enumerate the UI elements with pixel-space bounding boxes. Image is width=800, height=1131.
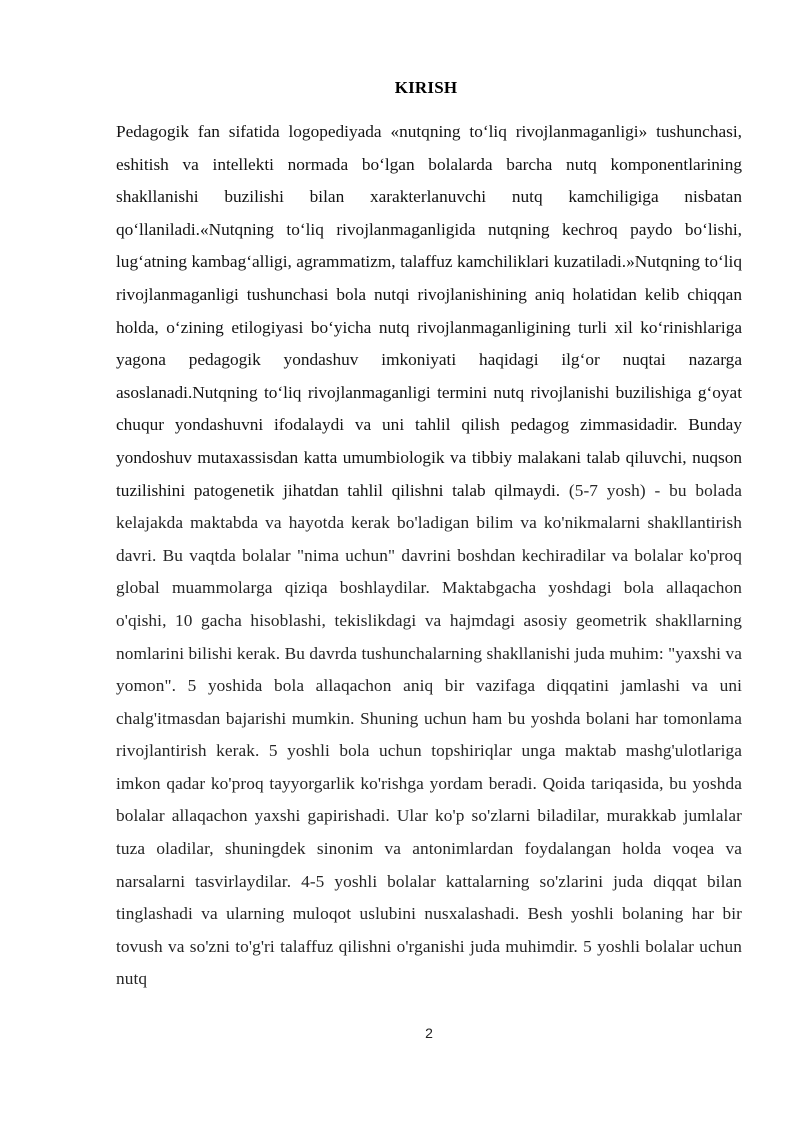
page-number: 2 [425,1025,433,1041]
body-paragraph [116,116,742,996]
paragraph-text [116,116,742,996]
section-heading: KIRISH [394,78,458,97]
paragraph-run-definition: Pedagogik fan sifatida logopediyada «nutqning to‘liq rivojlanmaganligi» tushunchasi, eshitish va intellekti normada bo‘lgan bolalarda barcha nutq komponentlarining shakllanishi buzilishi bilan xarakterlanuvchi nutq kamchiligiga nisbatan qo‘llaniladi.«Nutqning to‘liq rivojlanmaganligida nutqning kechroq paydo bo‘lishi, lug‘atning kambag‘alligi, agrammatizm, talaffuz kamchiliklari kuzatiladi.»Nutqning to‘liq rivojlanmaganligi tushunchasi bola nutqi rivojlanishining aniq holatidan kelib chiqqan holda, o‘zining etilogiyasi bo‘yicha nutq rivojlanmaganligining turli xil ko‘rinishlariga yagona pedagogik yondashuv imkoniyati haqidagi ilg‘or nuqtai nazarga asoslanadi.Nutqning to‘liq rivojlanmaganligi termini nutq rivojlanishi buzilishiga g‘oyat chuqur yondashuvni ifodalaydi va uni tahlil qilish pedagog zimmasidadir. Bunday yondoshuv mutaxassisdan katta umumbiologik va tibbiy malakani talab qiluvchi, nuqson tuzilishini patogenetik jihatdan tahlil qilishni talab qilmaydi. [116,122,742,500]
paragraph-run-age-description: (5-7 yosh) - bu bolada kelajakda maktabda va hayotda kerak bo'ladigan bilim va ko'nikmalarni shakllantirish davri. Bu vaqtda bolalar "nima uchun" davrini boshdan kechiradilar va bolalar ko'proq global muammolarga qiziqa boshlaydilar. Maktabgacha yoshdagi bola allaqachon o'qishi, 10 gacha hisoblashi, tekislikdagi va hajmdagi asosiy geometrik shakllarning nomlarini bilishi kerak. Bu davrda tushunchalarning shakllanishi juda muhim: "yaxshi va yomon". 5 yoshida bola allaqachon aniq bir vazifaga diqqatini jamlashi va uni chalg'itmasdan bajarishi mumkin. Shuning uchun ham bu yoshda bolani har tomonlama rivojlantirish kerak. 5 yoshli bola uchun topshiriqlar unga maktab mashg'ulotlariga imkon qadar ko'proq tayyorgarlik ko'rishga yordam beradi. Qoida tariqasida, bu yoshda bolalar allaqachon yaxshi gapirishadi. Ular ko'p so'zlarni biladilar, murakkab jumlalar tuza oladilar, shuningdek sinonim va antonimlardan foydalangan holda voqea va narsalarni tasvirlaydilar. 4-5 yoshli bolalar kattalarning so'zlarini juda diqqat bilan tinglashadi va ularning muloqot uslubini nusxalashadi. Besh yoshli bolaning har bir tovush va so'zni to'g'ri talaffuz qilishni o'rganishi juda muhimdir. 5 yoshli bolalar uchun nutq [116,480,742,989]
